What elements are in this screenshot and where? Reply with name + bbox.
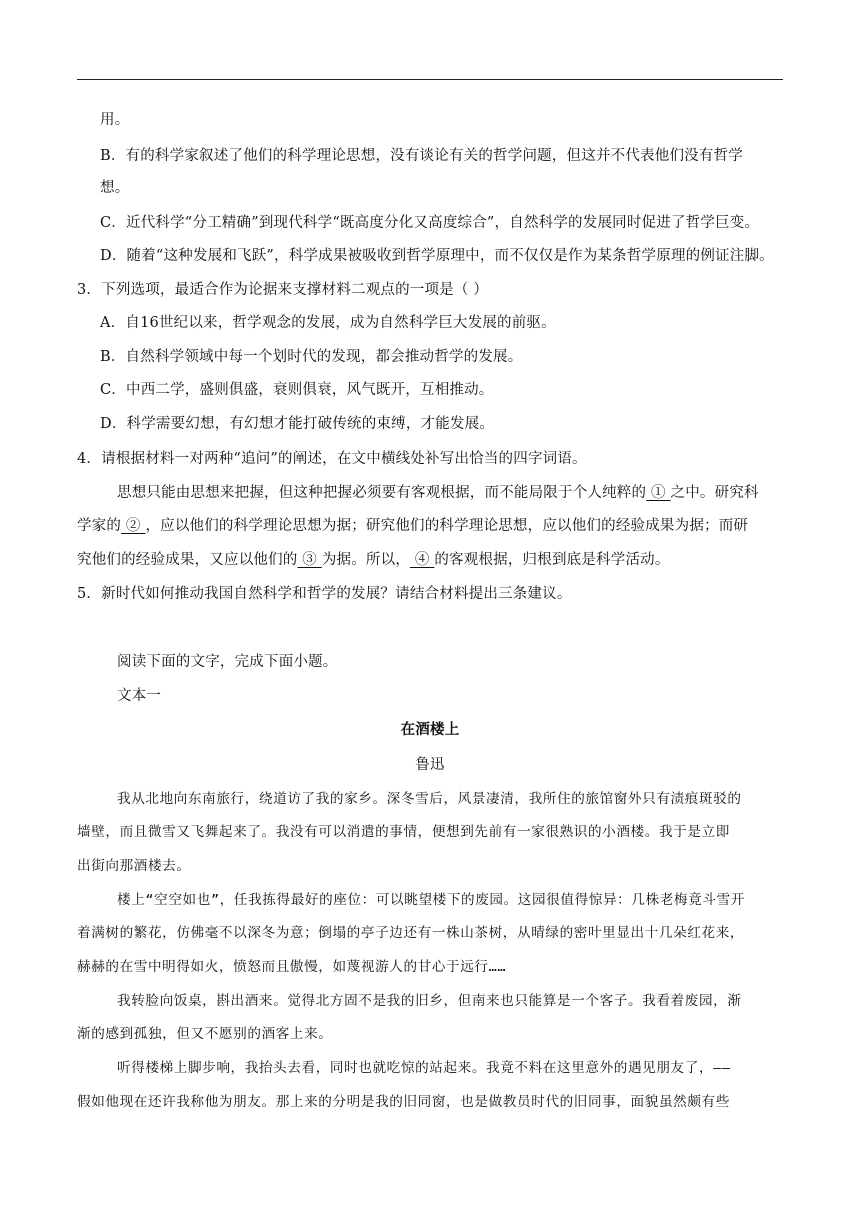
- q3-option-c: C．中西二学，盛则俱盛，衰则俱衰，风气既开，互相推动。: [100, 382, 494, 398]
- q2-option-c: C．近代科学“分工精确”到现代科学“既高度分化又高度综合”，自然科学的发展同时促进了哲学巨变。: [100, 215, 760, 231]
- story-line-5: 着满树的繁花，仿佛毫不以深冬为意；倒塌的亭子边还有一株山茶树，从晴绿的密叶里显出十几朵红花来，: [77, 925, 745, 941]
- header-rule: [77, 79, 783, 80]
- blank-2: ②: [121, 518, 146, 534]
- reading-intro: 阅读下面的文字，完成下面小题。: [117, 654, 338, 670]
- story-line-4: 楼上“空空如也”，任我拣得最好的座位：可以眺望楼下的废园。这园很值得惊异：几株老梅竟斗雪开: [117, 892, 745, 908]
- q4-passage-line-2: 学家的 ② ，应以他们的科学理论思想为据；研究他们的科学理论思想，应以他们的经验成果为据；而研: [77, 518, 749, 534]
- blank-3: ③: [297, 552, 322, 568]
- q4-passage-line-1: 思想只能由思想来把握，但这种把握必须要有客观根据，而不能局限于个人纯粹的 ① 之中。研究科: [117, 485, 759, 501]
- story-line-6: 赫赫的在雪中明得如火，愤怒而且傲慢，如蔑视游人的甘心于远行……: [77, 959, 507, 975]
- q3-stem: 3．下列选项，最适合作为论据来支撑材料二观点的一项是（ ）: [77, 282, 489, 298]
- q3-option-a: A．自16世纪以来，哲学观念的发展，成为自然科学巨大发展的前驱。: [100, 315, 556, 331]
- story-line-8: 渐的感到孤独，但又不愿别的酒客上来。: [77, 1026, 333, 1042]
- q3-option-b: B．自然科学领域中每一个划时代的发现，都会推动哲学的发展。: [100, 349, 523, 365]
- q4-passage-line-3: 究他们的经验成果，又应以他们的 ③ 为据。所以， ④ 的客观根据，归根到底是科学活动。: [77, 552, 670, 568]
- q2-option-b-continued: 想。: [100, 180, 130, 196]
- story-line-3: 出街向那酒楼去。: [77, 858, 191, 874]
- text-label: 文本一: [117, 688, 162, 704]
- story-line-9: 听得楼梯上脚步响，我抬头去看，同时也就吃惊的站起来。我竟不料在这里意外的遇见朋友了，——: [117, 1060, 731, 1076]
- q4-stem: 4．请根据材料一对两种“追问”的阐述，在文中横线处补写出恰当的四字词语。: [77, 451, 587, 467]
- story-line-7: 我转脸向饭桌，斟出酒来。觉得北方固不是我的旧乡，但南来也只能算是一个客子。我看着废园，渐: [117, 993, 742, 1009]
- q5-stem: 5．新时代如何推动我国自然科学和哲学的发展？请结合材料提出三条建议。: [77, 586, 572, 602]
- story-line-10: 假如他现在还许我称他为朋友。那上来的分明是我的旧同窗，也是做教员时代的旧同事，面貌虽然颇有些: [77, 1094, 730, 1110]
- story-title: 在酒楼上: [400, 721, 460, 738]
- blank-1: ①: [646, 485, 671, 501]
- blank-4: ④: [410, 552, 435, 568]
- story-line-2: 墙壁，而且微雪又飞舞起来了。我没有可以消遣的事情，便想到先前有一家很熟识的小酒楼。我于是立即: [77, 824, 730, 840]
- q3-option-d: D．科学需要幻想，有幻想才能打破传统的束缚，才能发展。: [100, 416, 495, 432]
- story-line-1: 我从北地向东南旅行，绕道访了我的家乡。深冬雪后，风景凄清，我所住的旅馆窗外只有渍痕斑驳的: [117, 791, 742, 807]
- q2-option-a-tail: 用。: [100, 112, 130, 128]
- q2-option-b: B．有的科学家叙述了他们的科学理论思想，没有谈论有关的哲学问题，但这并不代表他们没有哲学: [100, 148, 743, 164]
- q2-option-d: D．随着“这种发展和飞跃”，科学成果被吸收到哲学原理中，而不仅仅是作为某条哲学原理的例证注脚。: [100, 248, 774, 264]
- story-author: 鲁迅: [415, 757, 445, 773]
